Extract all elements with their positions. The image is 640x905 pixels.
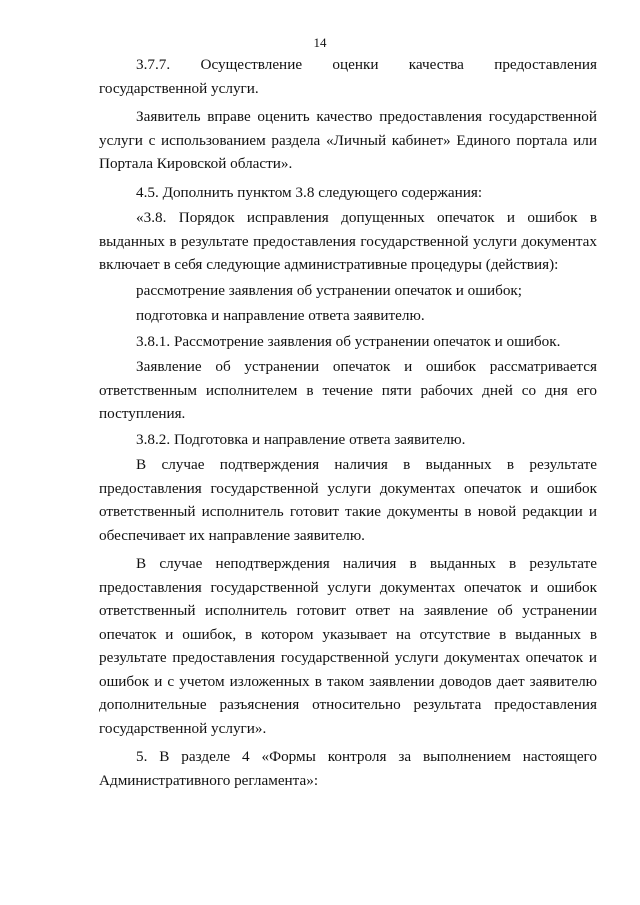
paragraph-4-5: 4.5. Дополнить пунктом 3.8 следующего содержания:	[136, 183, 483, 201]
paragraph-3-8: «3.8. Порядок исправления допущенных опечаток и ошибок в выданных в результате предоставления государственной услуги документах включает в себя следующие административные процедуры (действия):	[99, 209, 597, 273]
page-number: 14	[313, 35, 327, 50]
list-item-prepare-response: подготовка и направление ответа заявителю.	[136, 307, 425, 324]
paragraph-3-7-7: 3.7.7. Осуществление оценки качества предоставления государственной услуги.	[99, 56, 597, 97]
paragraph-3-8-1: 3.8.1. Рассмотрение заявления об устранении опечаток и ошибок.	[136, 332, 561, 350]
paragraph-review-term: Заявление об устранении опечаток и ошибок рассматривается ответственным исполнителем в течение пяти рабочих дней со дня его поступления.	[99, 358, 597, 422]
paragraph-errors-not-confirmed: В случае неподтверждения наличия в выданных в результате предоставления государственной услуги документах опечаток и ошибок ответственный исполнитель готовит ответ на заявление об устранении опечаток и ошибок, в котором указывает на отсутствие в выданных в результате предоставления государственной услуги документах опечаток и ошибок и с учетом изложенных в таком заявлении доводов дает заявителю дополнительные разъяснения относительно результата предоставления государственной услуги».	[99, 555, 597, 737]
paragraph-3-8-2: 3.8.2. Подготовка и направление ответа заявителю.	[136, 430, 466, 448]
list-item-review-application: рассмотрение заявления об устранении опечаток и ошибок;	[136, 281, 523, 299]
paragraph-errors-confirmed: В случае подтверждения наличия в выданных в результате предоставления государственной услуги документах опечаток и ошибок ответственный исполнитель готовит такие документы в новой редакции и обеспечивает их направление заявителю.	[99, 456, 597, 544]
document-body	[99, 53, 597, 792]
paragraph-applicant-evaluation: Заявитель вправе оценить качество предоставления государственной услуги с использованием раздела «Личный кабинет» Единого портала или Портала Кировской области».	[99, 108, 597, 172]
paragraph-section-4: 5. В разделе 4 «Формы контроля за выполнением настоящего Административного регламента»:	[99, 748, 597, 789]
